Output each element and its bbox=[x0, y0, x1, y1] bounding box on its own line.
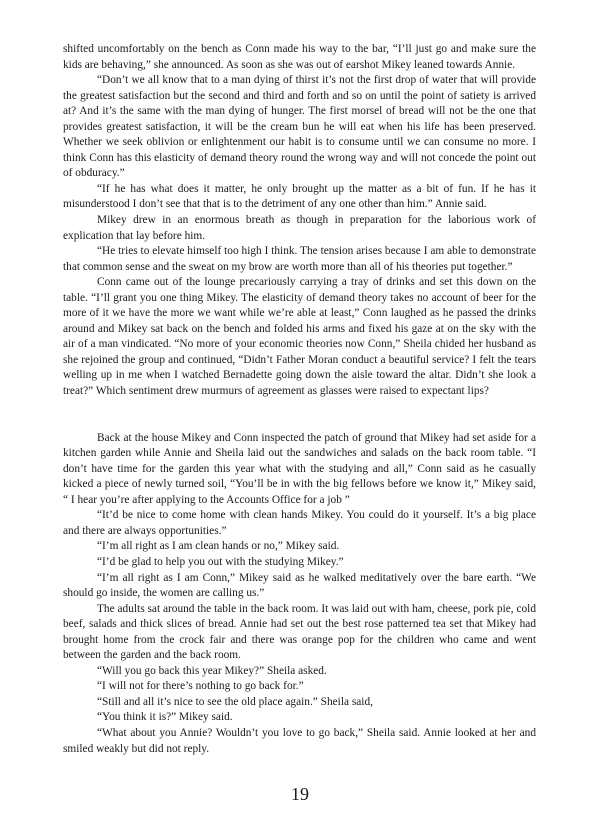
paragraph: “It’d be nice to come home with clean hands Mikey. You could do it yourself. It’s a big place and there are always opportunities.” bbox=[63, 509, 536, 537]
paragraph: Conn came out of the lounge precariously carrying a tray of drinks and set this down on the table. “I’ll grant you one thing Mikey. The elasticity of demand theory takes no account of beer for the more of it we have the more we want while we’re able at least,” Conn laughed as he passed the drinks around and Mikey sat back on the bench and folded his arms and fixed his gaze at on the sky with the air of a man vindicated. “No more of your economic theories now Conn,” Sheila chided her husband as she rejoined the group and continued, “Didn’t Father Moran conduct a beautiful service? I felt the tears welling up in me when I watched Bernadette going down the aisle toward the altar. Didn’t she look a treat?” Which sentiment drew murmurs of agreement as glasses were raised to expectant lips? bbox=[63, 276, 536, 398]
paragraph: “I will not for there’s nothing to go back for.” bbox=[97, 680, 304, 693]
paragraph: Back at the house Mikey and Conn inspected the patch of ground that Mikey had set aside for a kitchen garden while Annie and Sheila laid out the sandwiches and salads on the back room table. “I don’t have time for the garden this year what with the studying and all,” Conn said as he casually kicked a piece of newly turned soil, “You’ll be in with the big fellows before we know it,” Mikey said, “ I hear you’re after applying to the Accounts Office for a job ” bbox=[63, 431, 536, 506]
section-2 bbox=[63, 431, 536, 757]
paragraph: “I’m all right as I am Conn,” Mikey said as he walked meditatively over the bare earth. “We should go inside, the women are calling us.” bbox=[63, 571, 536, 600]
paragraph: “I’m all right as I am clean hands or no,” Mikey said. bbox=[97, 540, 340, 553]
paragraph: “What about you Annie? Wouldn’t you love to go back,” Sheila said. Annie looked at her and smiled weakly but did not reply. bbox=[63, 726, 536, 755]
paragraph: The adults sat around the table in the back room. It was laid out with ham, cheese, pork pie, cold beef, salads and thick slices of bread. Annie had set out the best rose patterned tea set that Mikey had brought home from the crock fair and there was orange pop for the children who came and went between the garden and the back room. bbox=[63, 602, 536, 662]
page-number: 19 bbox=[291, 784, 309, 804]
paragraph: Mikey drew in an enormous breath as though in preparation for the laborious work of explication that lay before him. bbox=[63, 214, 536, 242]
paragraph: “I’d be glad to help you out with the studying Mikey.” bbox=[97, 555, 344, 568]
page-body bbox=[63, 42, 536, 757]
section-break bbox=[63, 400, 536, 431]
section-1 bbox=[63, 42, 536, 400]
paragraph: “If he has what does it matter, he only brought up the matter as a bit of fun. If he has it misunderstood I don’t see that that is to the detriment of any one other than him.” Annie said. bbox=[63, 182, 536, 211]
paragraph: “Will you go back this year Mikey?” Sheila asked. bbox=[97, 664, 327, 677]
paragraph: “You think it is?” Mikey said. bbox=[97, 711, 233, 724]
paragraph: “Still and all it’s nice to see the old place again.” Sheila said, bbox=[97, 695, 373, 708]
paragraph: “Don’t we all know that to a man dying of thirst it’s not the first drop of water that will provide the greatest satisfaction but the second and third and forth and so on until the point of satiety is arrived at? And it’s the same with the man dying of hunger. The first morsel of bread will not be the one that provides greatest satisfaction, it will be the cream bun he will eat when his life has been preserved. Whether we seek oblivion or enlightenment our habit is to consume until we can consume no more. I think Conn has this elasticity of demand theory round the wrong way and will not concede the point out of obduracy.” bbox=[63, 74, 536, 180]
paragraph: shifted uncomfortably on the bench as Conn made his way to the bar, “I’ll just go and make sure the kids are behaving,” she announced. As soon as she was out of earshot Mikey leaned towards Annie. bbox=[63, 43, 536, 71]
paragraph: “He tries to elevate himself too high I think. The tension arises because I am able to demonstrate that common sense and the sweat on my brow are worth more than all of his theories put together.” bbox=[63, 245, 536, 273]
